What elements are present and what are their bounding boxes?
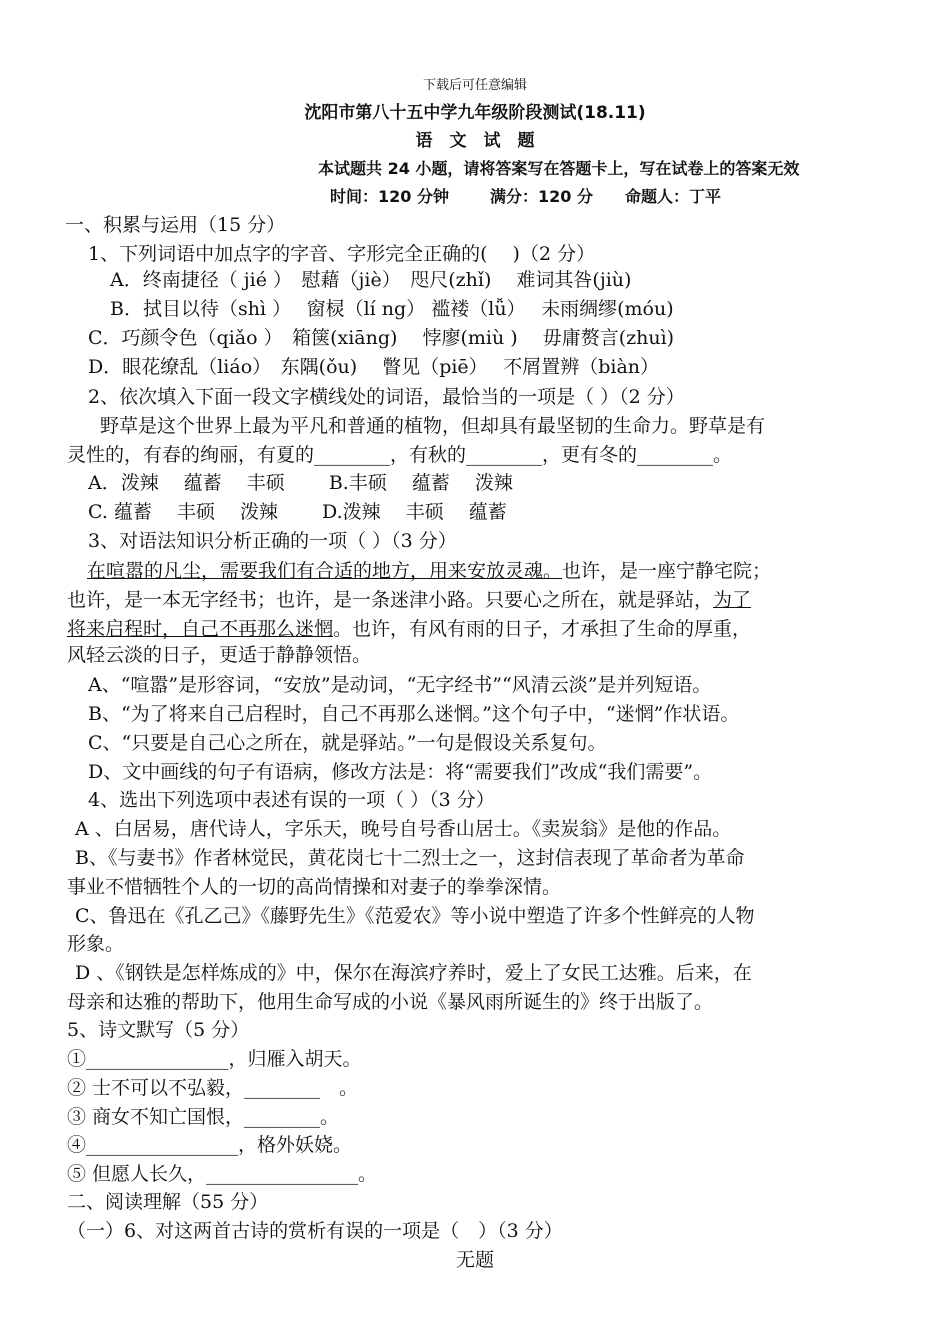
q3-passage-text: 。也许，有风有雨的日子，才承担了生命的厚重， [333, 618, 752, 640]
q6-stem: （一）6、对这两首古诗的赏析有误的一项是（ ）（3 分） [67, 1220, 563, 1242]
q4-line: A 、白居易，唐代诗人，字乐天，晚号自号香山居士。《卖炭翁》是他的作品。 [75, 818, 732, 840]
q3-passage-line [67, 616, 751, 643]
q1-option-c: C．巧颜令色（qiǎo ） 箱箧(xiāng) 悖廖(miù ) 毋庸赘言(zhuì) [88, 327, 675, 349]
q4-line: 形象。 [67, 933, 125, 955]
top-note: 下载后可任意编辑 [422, 78, 527, 93]
q5-line: ③ 商女不知亡国恨，________。 [67, 1106, 340, 1128]
q1-option-d: D．眼花缭乱（liáo） 东隅(ǒu) 瞥见（piē） 不屑置辨（biàn） [88, 356, 660, 378]
q3-underlined-sentence: 在喧嚣的凡尘，需要我们有合适的地方，用来安放灵魂。 [87, 560, 563, 582]
q4-line: B、《与妻书》作者林觉民，黄花岗七十二烈士之一，这封信表现了革命者为革命 [75, 847, 745, 869]
q1-option-b: B．拭目以待（shì ） 窗棂（lí ng） 褴褛（lǚ） 未雨绸缪(móu) [110, 298, 674, 320]
q2-passage-line: 野草是这个世界上最为平凡和普通的植物，但却具有最坚韧的生命力。野草是有 [100, 415, 766, 437]
q5-line: ①_______________，归雁入胡天。 [67, 1048, 362, 1070]
q2-option-ab: A．泼辣 蕴蓄 丰硕 B.丰硕 蕴蓄 泼辣 [88, 472, 513, 494]
q1-option-a: A．终南捷径（ jié ） 慰藉（jiè） 咫尺(zhǐ) 难词其咎(jiù) [110, 269, 632, 291]
exam-title: 沈阳市第八十五中学九年级阶段测试(18.11) [304, 103, 646, 123]
q5-stem: 5、诗文默写（5 分） [67, 1019, 250, 1041]
q4-line: 事业不惜牺牲个人的一切的高尚情操和对妻子的拳拳深情。 [67, 876, 562, 898]
exam-time: 时间：120 分钟 [330, 187, 449, 206]
q3-option-b: B、“为了将来自己启程时，自己不再那么迷惘。”这个句子中，“迷惘”作状语。 [88, 703, 740, 725]
q3-passage-line [67, 587, 751, 614]
q3-passage-text: 也许，是一座宁静宅院； [562, 560, 772, 582]
exam-instructions: 本试题共 24 小题，请将答案写在答题卡上，写在试卷上的答案无效 [318, 159, 800, 178]
q5-line: ⑤ 但愿人长久，________________。 [67, 1163, 378, 1185]
section1-title: 一、积累与运用（15 分） [65, 214, 286, 236]
q4-line: C、鲁迅在《孔乙己》《藤野先生》《范爱农》等小说中塑造了许多个性鲜亮的人物 [75, 905, 755, 927]
q2-stem: 2、依次填入下面一段文字横线处的词语，最恰当的一项是（ ）（2 分） [88, 386, 685, 408]
q3-stem: 3、对语法知识分析正确的一项（ ）（3 分） [88, 530, 457, 552]
exam-score: 满分：120 分 [490, 187, 593, 206]
exam-subtitle: 语 文 试 题 [415, 131, 535, 151]
exam-author: 命题人：丁平 [625, 187, 722, 206]
q3-passage-line: 风轻云淡的日子，更适于静静领悟。 [67, 644, 372, 666]
q3-option-c: C、“只要是自己心之所在，就是驿站。”一句是假设关系复句。 [88, 732, 607, 754]
q3-passage-line [67, 558, 771, 585]
q3-option-a: A、“喧嚣”是形容词，“安放”是动词，“无字经书”“风清云淡”是并列短语。 [88, 674, 712, 696]
q5-line: ④________________，格外妖娆。 [67, 1134, 353, 1156]
q4-stem: 4、选出下列选项中表述有误的一项（ ）（3 分） [88, 789, 495, 811]
q4-line: 母亲和达雅的帮助下，他用生命写成的小说《暴风雨所诞生的》终于出版了。 [67, 991, 714, 1013]
q3-passage-text: 也许，是一本无字经书；也许，是一条迷津小路。只要心之所在，就是驿站， [67, 589, 714, 611]
q2-passage-line: 灵性的，有春的绚丽，有夏的________，有秋的________，更有冬的________。 [67, 444, 733, 466]
q5-line: ② 士不可以不弘毅，________ 。 [67, 1077, 359, 1099]
section2-title: 二、阅读理解（55 分） [67, 1191, 269, 1213]
q2-option-cd: C. 蕴蓄 丰硕 泼辣 D.泼辣 丰硕 蕴蓄 [88, 501, 507, 523]
q1-stem: 1、下列词语中加点字的字音、字形完全正确的( )（2 分） [88, 243, 596, 265]
q4-line: D 、《钢铁是怎样炼成的》中，保尔在海滨疗养时，爱上了女民工达雅。后来，在 [75, 962, 752, 984]
q3-option-d: D、文中画线的句子有语病，修改方法是：将“需要我们”改成“我们需要”。 [88, 761, 713, 783]
q3-underlined-sentence: 为了 [713, 589, 752, 611]
page-footer: 无题 [455, 1249, 494, 1271]
q3-underlined-sentence: 将来启程时，自己不再那么迷惘 [67, 618, 334, 640]
